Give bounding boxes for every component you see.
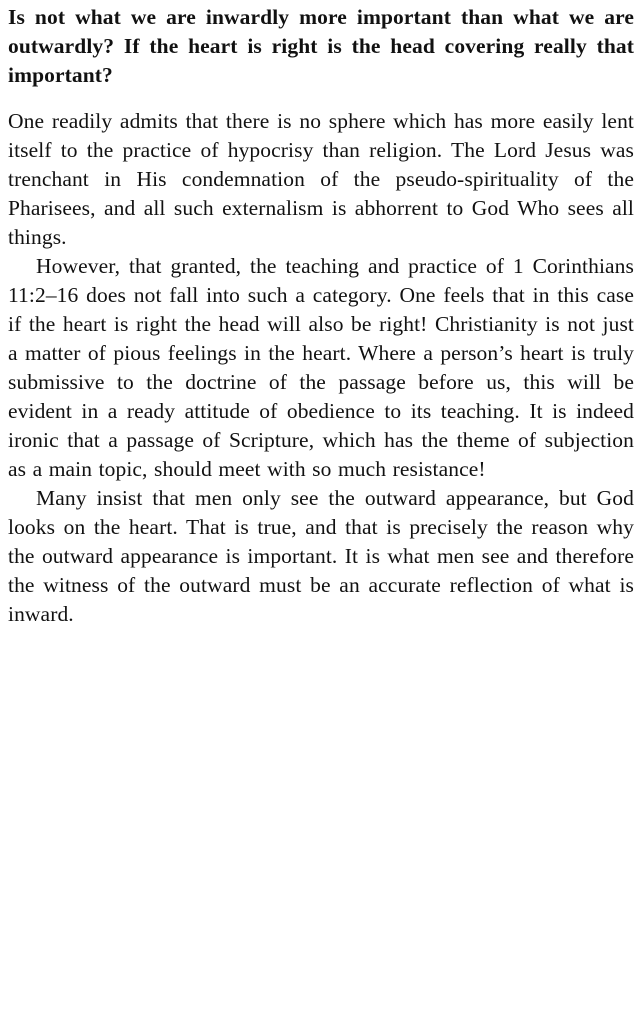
question-heading: Is not what we are inwardly more important than what we are outwardly? If the heart is right is the head covering really that important?: [8, 5, 634, 87]
paragraph-outward-appearance: Many insist that men only see the outward appearance, but God looks on the heart. That is true, and that is precisely the reason why the outward appearance is important. It is what men see and therefore the witness of the outward must be an accurate reflection of what is inward.: [8, 486, 634, 626]
paragraph-hypocrisy: One readily admits that there is no sphere which has more easily lent itself to the practice of hypocrisy than religion. The Lord Jesus was trenchant in His condemnation of the pseudo-spirituality of the Pharisees, and all such externalism is abhorrent to God Who sees all things.: [8, 109, 634, 249]
paragraph-corinthians: However, that granted, the teaching and practice of 1 Corinthians 11:2–16 does not fall into such a category. One feels that in this case if the heart is right the head will also be right! Christianity is not just a matter of pious feelings in the heart. Where a person’s heart is truly submissive to the doctrine of the passage before us, this will be evident in a ready attitude of obedience to its teaching. It is indeed ironic that a passage of Scripture, which has the theme of subjection as a main topic, should meet with so much resistance!: [8, 254, 634, 481]
